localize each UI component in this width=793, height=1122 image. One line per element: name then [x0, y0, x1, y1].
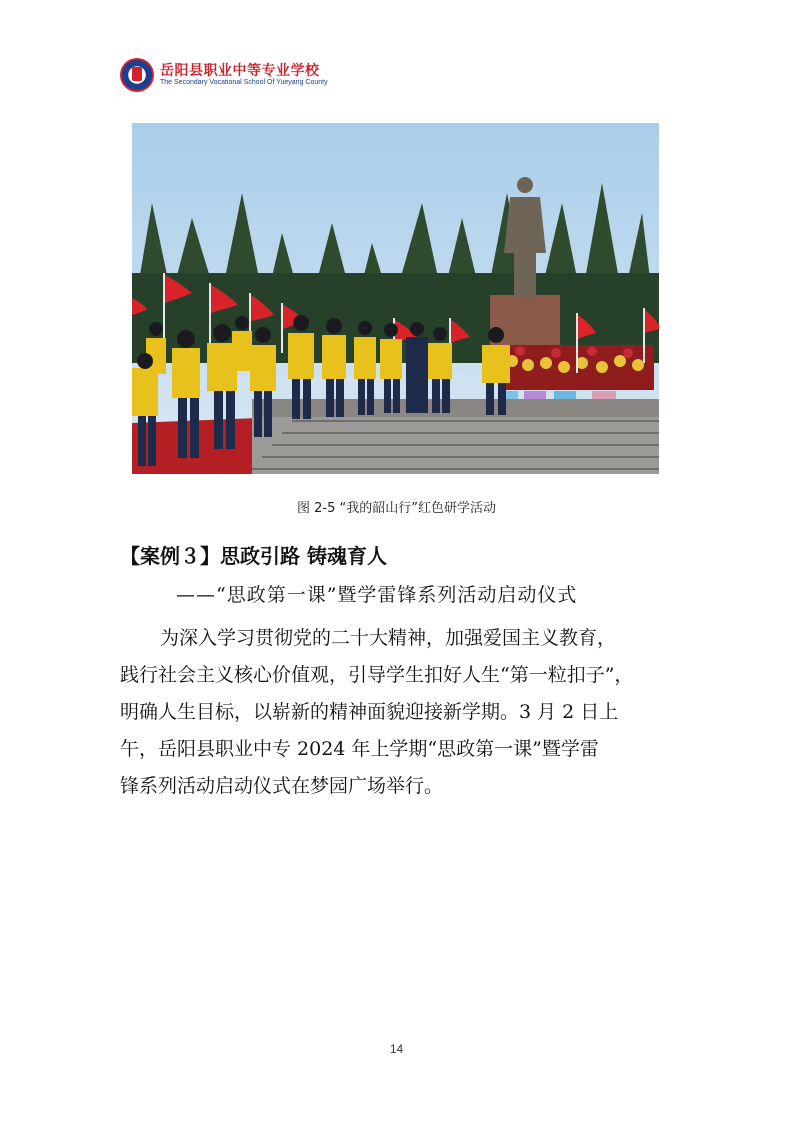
body-line: 明确人生目标，以崭新的精神面貌迎接新学期。3 月 2 日上	[120, 701, 619, 723]
case-title: 【案例３】思政引路 铸魂育人	[120, 544, 387, 568]
body-line: 午，岳阳县职业中专 2024 年上学期“思政第一课”暨学雷	[120, 738, 599, 760]
body-line: 践行社会主义核心价值观，引导学生扣好人生“第一粒扣子”，	[120, 664, 634, 686]
school-name-cn: 岳阳县职业中等专业学校	[160, 63, 320, 79]
body-line: 为深入学习贯彻党的二十大精神，加强爱国主义教育，	[160, 627, 617, 649]
body-line: 锋系列活动启动仪式在梦园广场举行。	[120, 775, 444, 797]
school-name-en: The Secondary Vocational School Of Yueyang County	[160, 79, 328, 86]
figure-caption: 图 2-5 “我的韶山行”红色研学活动	[297, 501, 496, 516]
page-number: 14	[389, 1042, 404, 1056]
event-photo	[132, 123, 659, 474]
case-body	[120, 620, 686, 805]
case-subtitle: ——“思政第一课”暨学雷锋系列活动启动仪式	[176, 584, 578, 606]
school-emblem-icon	[120, 58, 154, 92]
event-photo-illustration	[132, 123, 659, 474]
page-header	[120, 58, 340, 94]
